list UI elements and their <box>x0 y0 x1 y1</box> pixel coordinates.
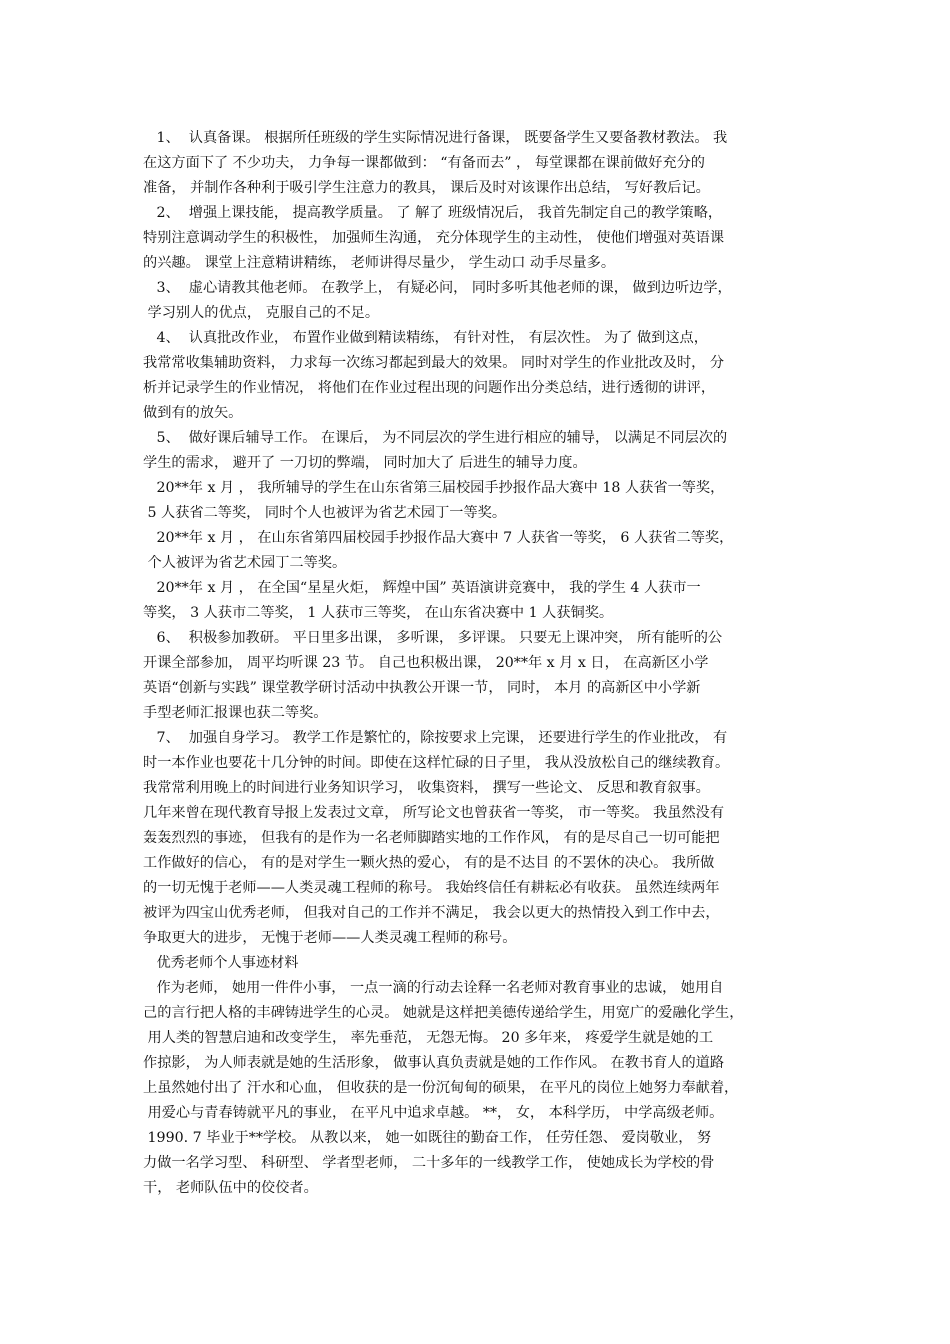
text-line: 开课全部参加， 周平均听课 23 节。 自己也积极出课， 20**年 x 月 x 日， 在高新区小学 <box>143 655 709 671</box>
text-line: 5、 做好课后辅导工作。 在课后， 为不同层次的学生进行相应的辅导， 以满足不同层次的 <box>143 430 728 446</box>
text-line: 个人被评为省艺术园丁二等奖。 <box>143 555 347 571</box>
text-line: 2、 增强上课技能， 提高教学质量。 了 解了 班级情况后， 我首先制定自己的教学策略， <box>143 205 723 221</box>
text-line: 时一本作业也要花十几分钟的时间。即使在这样忙碌的日子里， 我从没放松自己的继续教育。 <box>143 755 730 771</box>
text-line: 工作做好的信心， 有的是对学生一颗火热的爱心， 有的是不达目 的不罢休的决心。 我所做 <box>143 855 715 871</box>
text-line: 在这方面下了 不少功夫， 力争每一课都做到： “有备而去” ， 每堂课都在课前做好充分的 <box>143 155 705 171</box>
text-line: 我常常利用晚上的时间进行业务知识学习， 收集资料， 撰写一些论文、 反思和教育叙事。 <box>143 780 710 796</box>
section-title: 优秀老师个人事迹材料 <box>143 955 299 971</box>
text-line: 1、 认真备课。 根据所任班级的学生实际情况进行备课， 既要备学生又要备教材教法。 我 <box>143 130 728 146</box>
text-line: 作掠影， 为人师表就是她的生活形象， 做事认真负责就是她的工作作风。 在教书育人的道路 <box>143 1055 725 1071</box>
text-line: 6、 积极参加教研。 平日里多出课， 多听课， 多评课。 只要无上课冲突， 所有能听的公 <box>143 630 723 646</box>
text-line: 用人类的智慧启迪和改变学生， 率先垂范， 无怨无悔。 20 多年来， 疼爱学生就是她的工 <box>143 1030 714 1046</box>
text-line: 20**年 x 月 ， 在山东省第四届校园手抄报作品大赛中 7 人获省一等奖， 6 人获省二等奖， <box>143 530 734 546</box>
text-line: 英语“创新与实践” 课堂教学研讨活动中执教公开课一节， 同时， 本月 的高新区中小学新 <box>143 680 701 696</box>
text-line: 3、 虚心请教其他老师。 在教学上， 有疑必问， 同时多听其他老师的课， 做到边听边学， <box>143 280 732 296</box>
text-line: 7、 加强自身学习。 教学工作是繁忙的，除按要求上完课， 还要进行学生的作业批改， 有 <box>143 730 728 746</box>
text-line: 的兴趣。 课堂上注意精讲精练， 老师讲得尽量少， 学生动口 动手尽量多。 <box>143 255 616 271</box>
text-line: 4、 认真批改作业， 布置作业做到精读精练， 有针对性， 有层次性。 为了 做到这点， <box>143 330 708 346</box>
document-body <box>143 126 813 1201</box>
text-line: 被评为四宝山优秀老师， 但我对自己的工作并不满足， 我会以更大的热情投入到工作中去， <box>143 905 720 921</box>
text-line: 析并记录学生的作业情况， 将他们在作业过程出现的问题作出分类总结，进行透彻的讲评， <box>143 380 716 396</box>
text-line: 学生的需求， 避开了 一刀切的弊端， 同时加大了 后进生的辅导力度。 <box>143 455 587 471</box>
text-line: 的一切无愧于老师——人类灵魂工程师的称号。 我始终信任有耕耘必有收获。 虽然连续两年 <box>143 880 720 896</box>
text-line: 用爱心与青春铸就平凡的事业， 在平凡中追求卓越。 **， 女， 本科学历， 中学高级老师。 <box>143 1105 724 1121</box>
text-line: 轰轰烈烈的事迹， 但我有的是作为一名老师脚踏实地的工作作风， 有的是尽自己一切可能把 <box>143 830 720 846</box>
text-line: 几年来曾在现代教育导报上发表过文章， 所写论文也曾获省一等奖， 市一等奖。 我虽然没有 <box>143 805 725 821</box>
text-line: 准备， 并制作各种利于吸引学生注意力的教具， 课后及时对该课作出总结， 写好教后记。 <box>143 180 710 196</box>
text-line: 等奖， 3 人获市二等奖， 1 人获市三等奖， 在山东省决赛中 1 人获铜奖。 <box>143 605 614 621</box>
text-line: 我常常收集辅助资料， 力求每一次练习都起到最大的效果。 同时对学生的作业批改及时， 分 <box>143 355 725 371</box>
text-line: 上虽然她付出了 汗水和心血， 但收获的是一份沉甸甸的硕果， 在平凡的岗位上她努力奉献着， <box>143 1080 739 1096</box>
text-line: 特别注意调动学生的积极性， 加强师生沟通， 充分体现学生的主动性， 使他们增强对英语课 <box>143 230 725 246</box>
text-line: 20**年 x 月 ， 在全国“星星火炬， 辉煌中国” 英语演讲竞赛中， 我的学生 4 人获市一 <box>143 580 701 596</box>
text-line: 学习别人的优点， 克服自己的不足。 <box>143 305 380 321</box>
text-line: 手型老师汇报课也获二等奖。 <box>143 705 328 721</box>
text-line: 争取更大的进步， 无愧于老师——人类灵魂工程师的称号。 <box>143 930 517 946</box>
text-line: 干， 老师队伍中的佼佼者。 <box>143 1180 318 1196</box>
text-line: 做到有的放矢。 <box>143 405 243 421</box>
text-line: 1990. 7 毕业于**学校。 从教以来， 她一如既往的勤奋工作， 任劳任怨、 爱岗敬业， 努 <box>143 1130 712 1146</box>
text-line: 5 人获省二等奖， 同时个人也被评为省艺术园丁一等奖。 <box>143 505 507 521</box>
text-line: 力做一名学习型、 科研型、 学者型老师， 二十多年的一线教学工作， 使她成长为学校的骨 <box>143 1155 715 1171</box>
text-line: 作为老师， 她用一件件小事， 一点一滴的行动去诠释一名老师对教育事业的忠诚， 她用自 <box>143 980 724 996</box>
text-line: 20**年 x 月 ， 我所辅导的学生在山东省第三届校园手抄报作品大赛中 18 人获省一等奖， <box>143 480 725 496</box>
text-line: 己的言行把人格的丰碑铸进学生的心灵。 她就是这样把美德传递给学生，用宽广的爱融化学生， <box>143 1005 744 1021</box>
